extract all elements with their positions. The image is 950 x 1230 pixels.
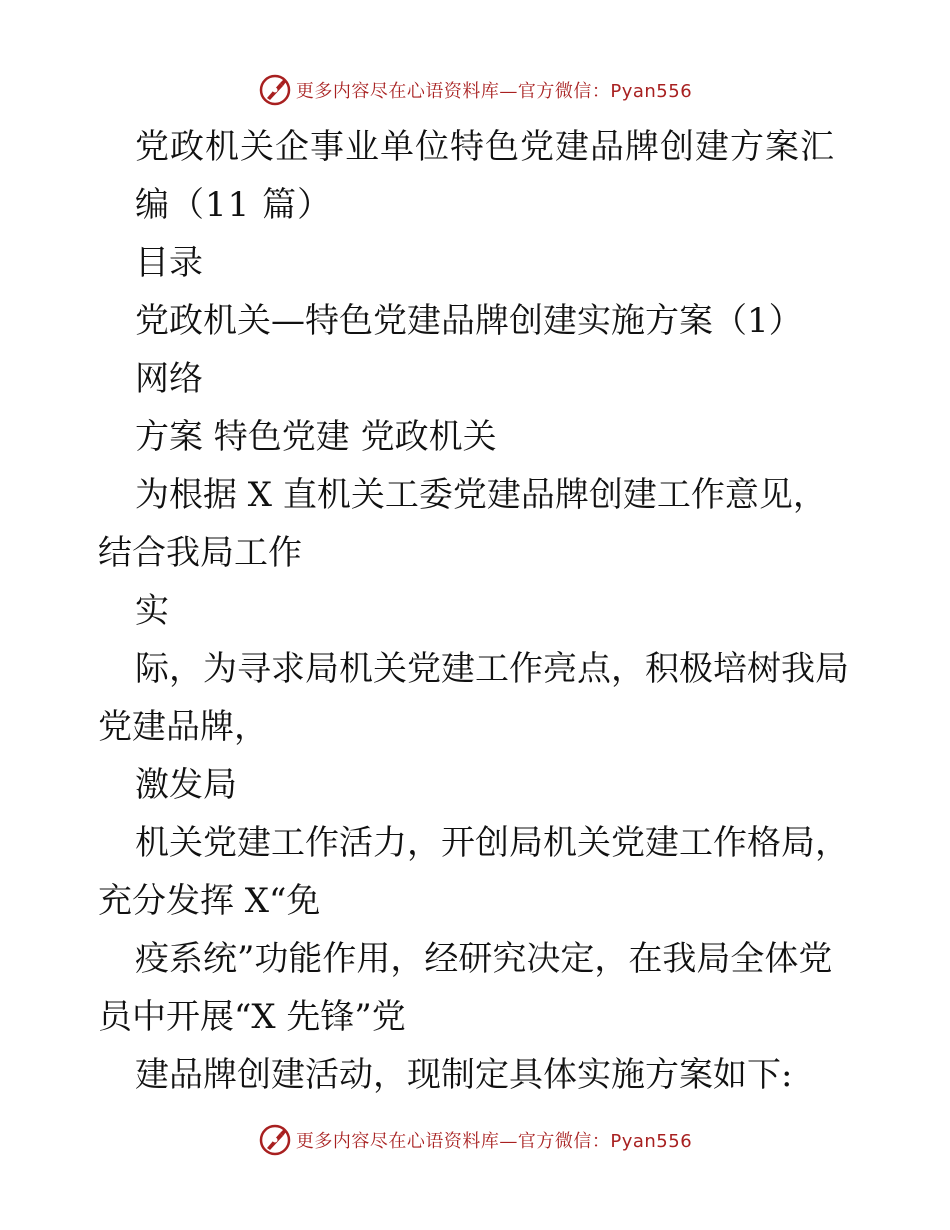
paragraph-2: 实 [135,591,169,631]
watermark-wechat-id: Pyan556 [610,1131,693,1152]
paragraph-7: 建品牌创建活动，现制定具体实施方案如下: [135,1055,793,1095]
watermark-text: 更多内容尽在心语资料库—官方微信：Pyan556 [295,1131,693,1152]
tags-line: 方案 特色党建 党政机关 [135,417,497,457]
watermark-text: 更多内容尽在心语资料库—官方微信：Pyan556 [295,81,693,102]
header-watermark [0,70,950,110]
paragraph-1: 为根据 X 直机关工委党建品牌创建工作意见，结合我局工作 [98,475,827,573]
section-title: 党政机关—特色党建品牌创建实施方案（1） [135,301,803,341]
paragraph-4: 激发局 [135,765,237,805]
footer-watermark [0,1120,950,1160]
pen-logo-icon [258,73,292,107]
document-title-line-2: 编（11 篇） [135,185,333,225]
paragraph-3: 际，为寻求局机关党建工作亮点，积极培树我局党建品牌， [98,649,849,747]
paragraph-6: 疫系统”功能作用，经研究决定，在我局全体党员中开展“X 先锋”党 [98,939,833,1037]
pen-logo-icon [258,1123,292,1157]
source-label: 网络 [135,359,203,399]
paragraph-5: 机关党建工作活力，开创局机关党建工作格局，充分发挥 X“免 [98,823,849,921]
document-body [98,118,858,1104]
watermark-wechat-id: Pyan556 [610,81,693,102]
document-title-line-1: 党政机关企事业单位特色党建品牌创建方案汇 [135,127,835,167]
table-of-contents-heading: 目录 [135,243,203,283]
